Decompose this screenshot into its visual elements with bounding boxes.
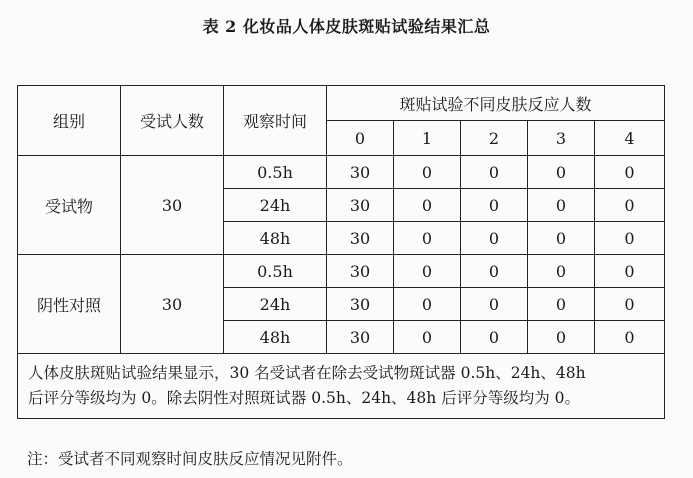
header-time: 观察时间 [224, 86, 327, 156]
header-reaction-group: 斑贴试验不同皮肤反应人数 [327, 86, 665, 121]
count-cell: 30 [327, 156, 394, 189]
count-cell: 30 [327, 255, 394, 288]
count-cell: 0 [461, 288, 528, 321]
results-table [17, 85, 665, 419]
header-grade: 0 [327, 121, 394, 156]
header-grade: 1 [394, 121, 461, 156]
summary-cell [18, 354, 665, 419]
group-name: 受试物 [18, 156, 121, 255]
table-title: 表 2 化妆品人体皮肤斑贴试验结果汇总 [202, 17, 491, 36]
count-cell: 30 [327, 321, 394, 354]
count-cell: 0 [528, 288, 595, 321]
footnote: 注：受试者不同观察时间皮肤反应情况见附件。 [27, 450, 353, 468]
header-group: 组别 [18, 86, 121, 156]
count-cell: 0 [394, 321, 461, 354]
count-cell: 0 [528, 255, 595, 288]
observation-time: 48h [224, 321, 327, 354]
count-cell: 0 [595, 288, 665, 321]
count-cell: 0 [394, 255, 461, 288]
header-grade: 3 [528, 121, 595, 156]
count-cell: 0 [528, 156, 595, 189]
count-cell: 0 [461, 222, 528, 255]
count-cell: 0 [528, 321, 595, 354]
count-cell: 0 [595, 321, 665, 354]
group-name: 阴性对照 [18, 255, 121, 354]
count-cell: 0 [394, 222, 461, 255]
count-cell: 30 [327, 288, 394, 321]
observation-time: 48h [224, 222, 327, 255]
observation-time: 0.5h [224, 255, 327, 288]
observation-time: 24h [224, 288, 327, 321]
count-cell: 0 [528, 222, 595, 255]
count-cell: 30 [327, 222, 394, 255]
header-grade: 4 [595, 121, 665, 156]
count-cell: 0 [528, 189, 595, 222]
group-subjects: 30 [121, 156, 224, 255]
count-cell: 0 [595, 222, 665, 255]
count-cell: 30 [327, 189, 394, 222]
summary-line: 后评分等级均为 0。除去阴性对照斑试器 0.5h、24h、48h 后评分等级均为 0。 [28, 389, 580, 407]
header-grade: 2 [461, 121, 528, 156]
count-cell: 0 [595, 189, 665, 222]
count-cell: 0 [595, 156, 665, 189]
count-cell: 0 [595, 255, 665, 288]
header-subjects: 受试人数 [121, 86, 224, 156]
group-subjects: 30 [121, 255, 224, 354]
count-cell: 0 [461, 189, 528, 222]
count-cell: 0 [461, 255, 528, 288]
observation-time: 24h [224, 189, 327, 222]
count-cell: 0 [394, 288, 461, 321]
count-cell: 0 [394, 156, 461, 189]
count-cell: 0 [394, 189, 461, 222]
count-cell: 0 [461, 321, 528, 354]
table-row [18, 156, 665, 189]
summary-line: 人体皮肤斑贴试验结果显示，30 名受试者在除去受试物斑试器 0.5h、24h、48h [28, 364, 586, 382]
count-cell: 0 [461, 156, 528, 189]
table-row [18, 255, 665, 288]
observation-time: 0.5h [224, 156, 327, 189]
